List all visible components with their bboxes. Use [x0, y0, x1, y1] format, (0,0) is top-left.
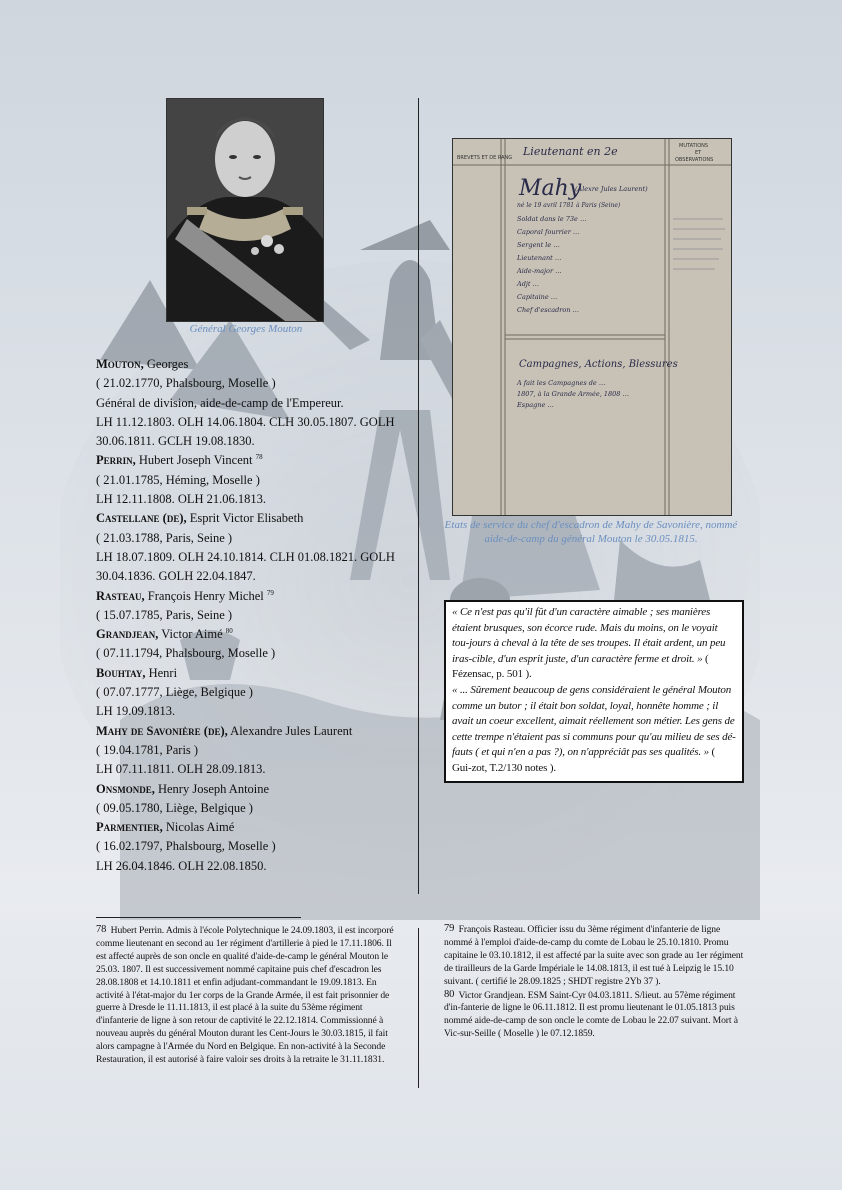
roster-entry-name [96, 818, 396, 837]
roster-entry-birth: ( 21.02.1770, Phalsbourg, Moselle ) [96, 376, 276, 391]
roster-entry-name [96, 587, 396, 606]
portrait-image [166, 98, 324, 322]
quote-fezensac [452, 605, 736, 683]
footnote-ref: 78 [255, 453, 263, 462]
surname: Parmentier, [96, 820, 163, 835]
given-names: Nicolas Aimé [162, 820, 235, 835]
quote-box [444, 600, 744, 783]
roster-entry-birth: ( 16.02.1797, Phalsbourg, Moselle ) [96, 839, 276, 854]
roster-entry-detail: 30.04.1836. GOLH 22.04.1847. [96, 569, 256, 584]
roster-entry-name [96, 664, 396, 683]
footnote-number: 79 [444, 923, 455, 934]
surname: Perrin, [96, 453, 136, 468]
footnote-number: 78 [96, 924, 107, 935]
surname: Onsmonde, [96, 781, 155, 796]
record-entry: Caporal fourrier … [517, 228, 580, 236]
footnote-80 [444, 989, 744, 1042]
given-names: Georges [143, 357, 189, 371]
surname: Castellane (de), [96, 511, 187, 526]
column-divider [418, 98, 419, 894]
given-names: Henri [145, 665, 178, 680]
record-entry: Soldat dans le 73e … [517, 215, 587, 223]
record-campaign-line: A fait les Campagnes de … [517, 379, 606, 387]
service-record-image [452, 138, 732, 516]
footnote-number: 80 [444, 988, 455, 1000]
given-names: Esprit Victor Elisabeth [186, 511, 304, 526]
roster-entry-birth: ( 07.07.1777, Liège, Belgique ) [96, 685, 253, 700]
record-header-right-1: MUTATIONS [679, 143, 709, 149]
surname: Mahy de Savonière (de), [96, 723, 228, 738]
record-header-right-2: ET [695, 150, 702, 156]
given-names: Victor Aimé [158, 627, 226, 642]
footnote-divider [418, 928, 419, 1088]
record-entry: Capitaine … [517, 293, 558, 301]
footnote-ref: 79 [266, 588, 274, 597]
roster-entry-name [96, 780, 396, 799]
footnotes-79-80 [444, 923, 744, 1041]
roster-entry-birth: ( 19.04.1781, Paris ) [96, 742, 199, 757]
record-entry: Aide-major … [517, 267, 562, 275]
given-names: Alexandre Jules Laurent [227, 723, 353, 738]
roster-entry-birth: ( 21.01.1785, Héming, Moselle ) [96, 472, 260, 487]
roster-entry-name [96, 722, 396, 741]
roster-entry-name [96, 355, 396, 374]
roster-entry-name [96, 509, 396, 528]
quote-text-1: « Ce n'est pas qu'il fût d'un caractère aimable ; ses manières étaient brusques, son écorce rude. Mais du moins, on le voyait tou-jours à cheval à la tête de ses troupes. Il était ardent, un peu iras-cible, d'un esprit juste, d'un caractère ferme et droit. » [452, 606, 726, 665]
footnote-text: Hubert Perrin. Admis à l'école Polytechnique le 24.09.1803, il est incorporé comme lieutenant en second au 1er régiment d'artillerie à pied le 17.11.1806. Il est affecté auprès de son oncle en qualité d'aide-de-camp le général Mouton le 25.03. 1807. Il est successivement nommé capitaine puis chef d'escadron les 28.08.1808 et 14.10.1811 et enfin adjudant-commandant le 19.09.1813. En activité à l'état-major du 1er corps de la Grande Armée, il est fait prisonnier de guerre à Dresde le 11.11.1813, il est placé à la suite du 53ème régiment d'infanterie de ligne à son retour de captivité le 22.12.1814. Commissionné à nouveau auprès du général Mouton durant les Cent-Jours le 30.03.1815, il fait alors campagne à l'Armée du Nord en Belgique. En non-activité à la Seconde Restauration, il est autorisé à faire valoir ses droits à la retraite le 31.11.1831. [96, 925, 394, 1066]
record-section-title: Campagnes, Actions, Blessures [519, 359, 678, 370]
footnote-79 [444, 923, 744, 989]
record-entry: Sergent le … [517, 241, 560, 249]
roster-entry-birth: ( 07.11.1794, Phalsbourg, Moselle ) [96, 646, 276, 661]
record-header-left: BREVETS ET DE RANG [457, 155, 513, 161]
record-caption: Etats de service du chef d'escadron de Mahy de Savonière, nommé aide-de-camp du général Mouton le 30.05.1815. [444, 519, 738, 545]
service-record-document [453, 139, 731, 515]
record-name: Mahy [519, 176, 582, 201]
quote-source-2: ( Gui-zot, T.2/130 notes ). [452, 746, 716, 774]
given-names: François Henry Michel [144, 588, 267, 603]
roster-entry-detail: LH 19.09.1813. [96, 704, 176, 719]
surname: Grandjean, [96, 627, 159, 642]
given-names: Henry Joseph Antoine [154, 781, 270, 796]
roster-list [96, 355, 396, 876]
roster-entry-birth: ( 21.03.1788, Paris, Seine ) [96, 530, 233, 545]
record-entry: Chef d'escadron … [517, 306, 580, 314]
given-names: Hubert Joseph Vincent [135, 453, 256, 468]
surname: Mouton, [96, 357, 144, 371]
roster-entry-detail: 30.06.1811. GCLH 19.08.1830. [96, 434, 255, 449]
quote-source-1: ( Fézensac, p. 501 ). [452, 652, 709, 681]
roster-entry-detail: LH 12.11.1808. OLH 21.06.1813. [96, 492, 267, 507]
roster-entry-detail: LH 11.12.1803. OLH 14.06.1804. CLH 30.05.1807. GOLH [96, 414, 395, 429]
footnote-rule [96, 917, 301, 918]
roster-entry-detail: LH 07.11.1811. OLH 28.09.1813. [96, 762, 266, 777]
record-campaign-line: Espagne … [517, 401, 554, 409]
portrait-caption: Général Georges Mouton [189, 323, 303, 335]
record-header-title: Lieutenant en 2e [523, 145, 618, 158]
roster-entry-detail: LH 26.04.1846. OLH 22.08.1850. [96, 858, 267, 873]
surname: Rasteau, [96, 588, 145, 603]
roster-entry-name [96, 625, 396, 644]
record-entry: Adjt … [517, 280, 540, 288]
record-entry: Lieutenant … [517, 254, 562, 262]
roster-entry-birth: ( 15.07.1785, Paris, Seine ) [96, 607, 233, 622]
quote-text-2: « ... Sûrement beaucoup de gens considéraient le général Mouton comme un butor ; il était bon soldat, loyal, honnête homme ; il avait un coeur excellent, aimait réellement son métier. Les gens de cette trempe n'étaient pas si communs pour qu'au milieu de ses dé-fauts ( et qui n'en a pas ?), on n'appréciât pas ses qualités. » [452, 683, 736, 759]
record-name-detail: (Alexre Jules Laurent) [575, 185, 648, 193]
footnote-text: Victor Grandjean. ESM Saint-Cyr 04.03.1811. S/lieut. au 57ème régiment d'in-fanterie de ligne le 06.11.1812. Il est promu lieutenant le 01.05.1813 puis nommé aide-de-camp de son oncle le comte de Lobau le 22.07 suivant. Mort à Vic-sur-Seille ( Moselle ) le 07.12.1859. [444, 989, 738, 1040]
record-campaign-line: 1807, à la Grande Armée, 1808 … [517, 390, 629, 398]
roster-entry-birth: ( 09.05.1780, Liège, Belgique ) [96, 800, 253, 815]
record-header-right-3: OBSERVATIONS [675, 157, 714, 163]
quote-guizot [452, 683, 736, 777]
footnote-text: François Rasteau. Officier issu du 3ème régiment d'infanterie de ligne nommé à l'emploi d'aide-de-camp du comte de Lobau le 25.10.1810. Promu capitaine le 03.10.1812, il est affecté par la suite avec son grade au 1er régiment de tirailleurs de la Garde Impériale le 14.08.1813, il est tué à Leipzig le 15.10 suivant. ( certifié le 28.09.1825 ; SHDT registre 2Yb 37 ). [444, 924, 744, 987]
record-birth-line: né le 19 avril 1781 à Paris (Seine) [517, 202, 621, 209]
roster-entry-detail: Général de division, aide-de-camp de l'Empereur. [96, 395, 344, 410]
footnote-78 [96, 924, 396, 1067]
roster-entry-name [96, 451, 396, 470]
footnote-ref: 80 [225, 627, 233, 635]
surname: Bouhtay, [96, 665, 146, 680]
general-portrait [167, 99, 323, 321]
roster-entry-detail: LH 18.07.1809. OLH 24.10.1814. CLH 01.08.1821. GOLH [96, 549, 395, 564]
